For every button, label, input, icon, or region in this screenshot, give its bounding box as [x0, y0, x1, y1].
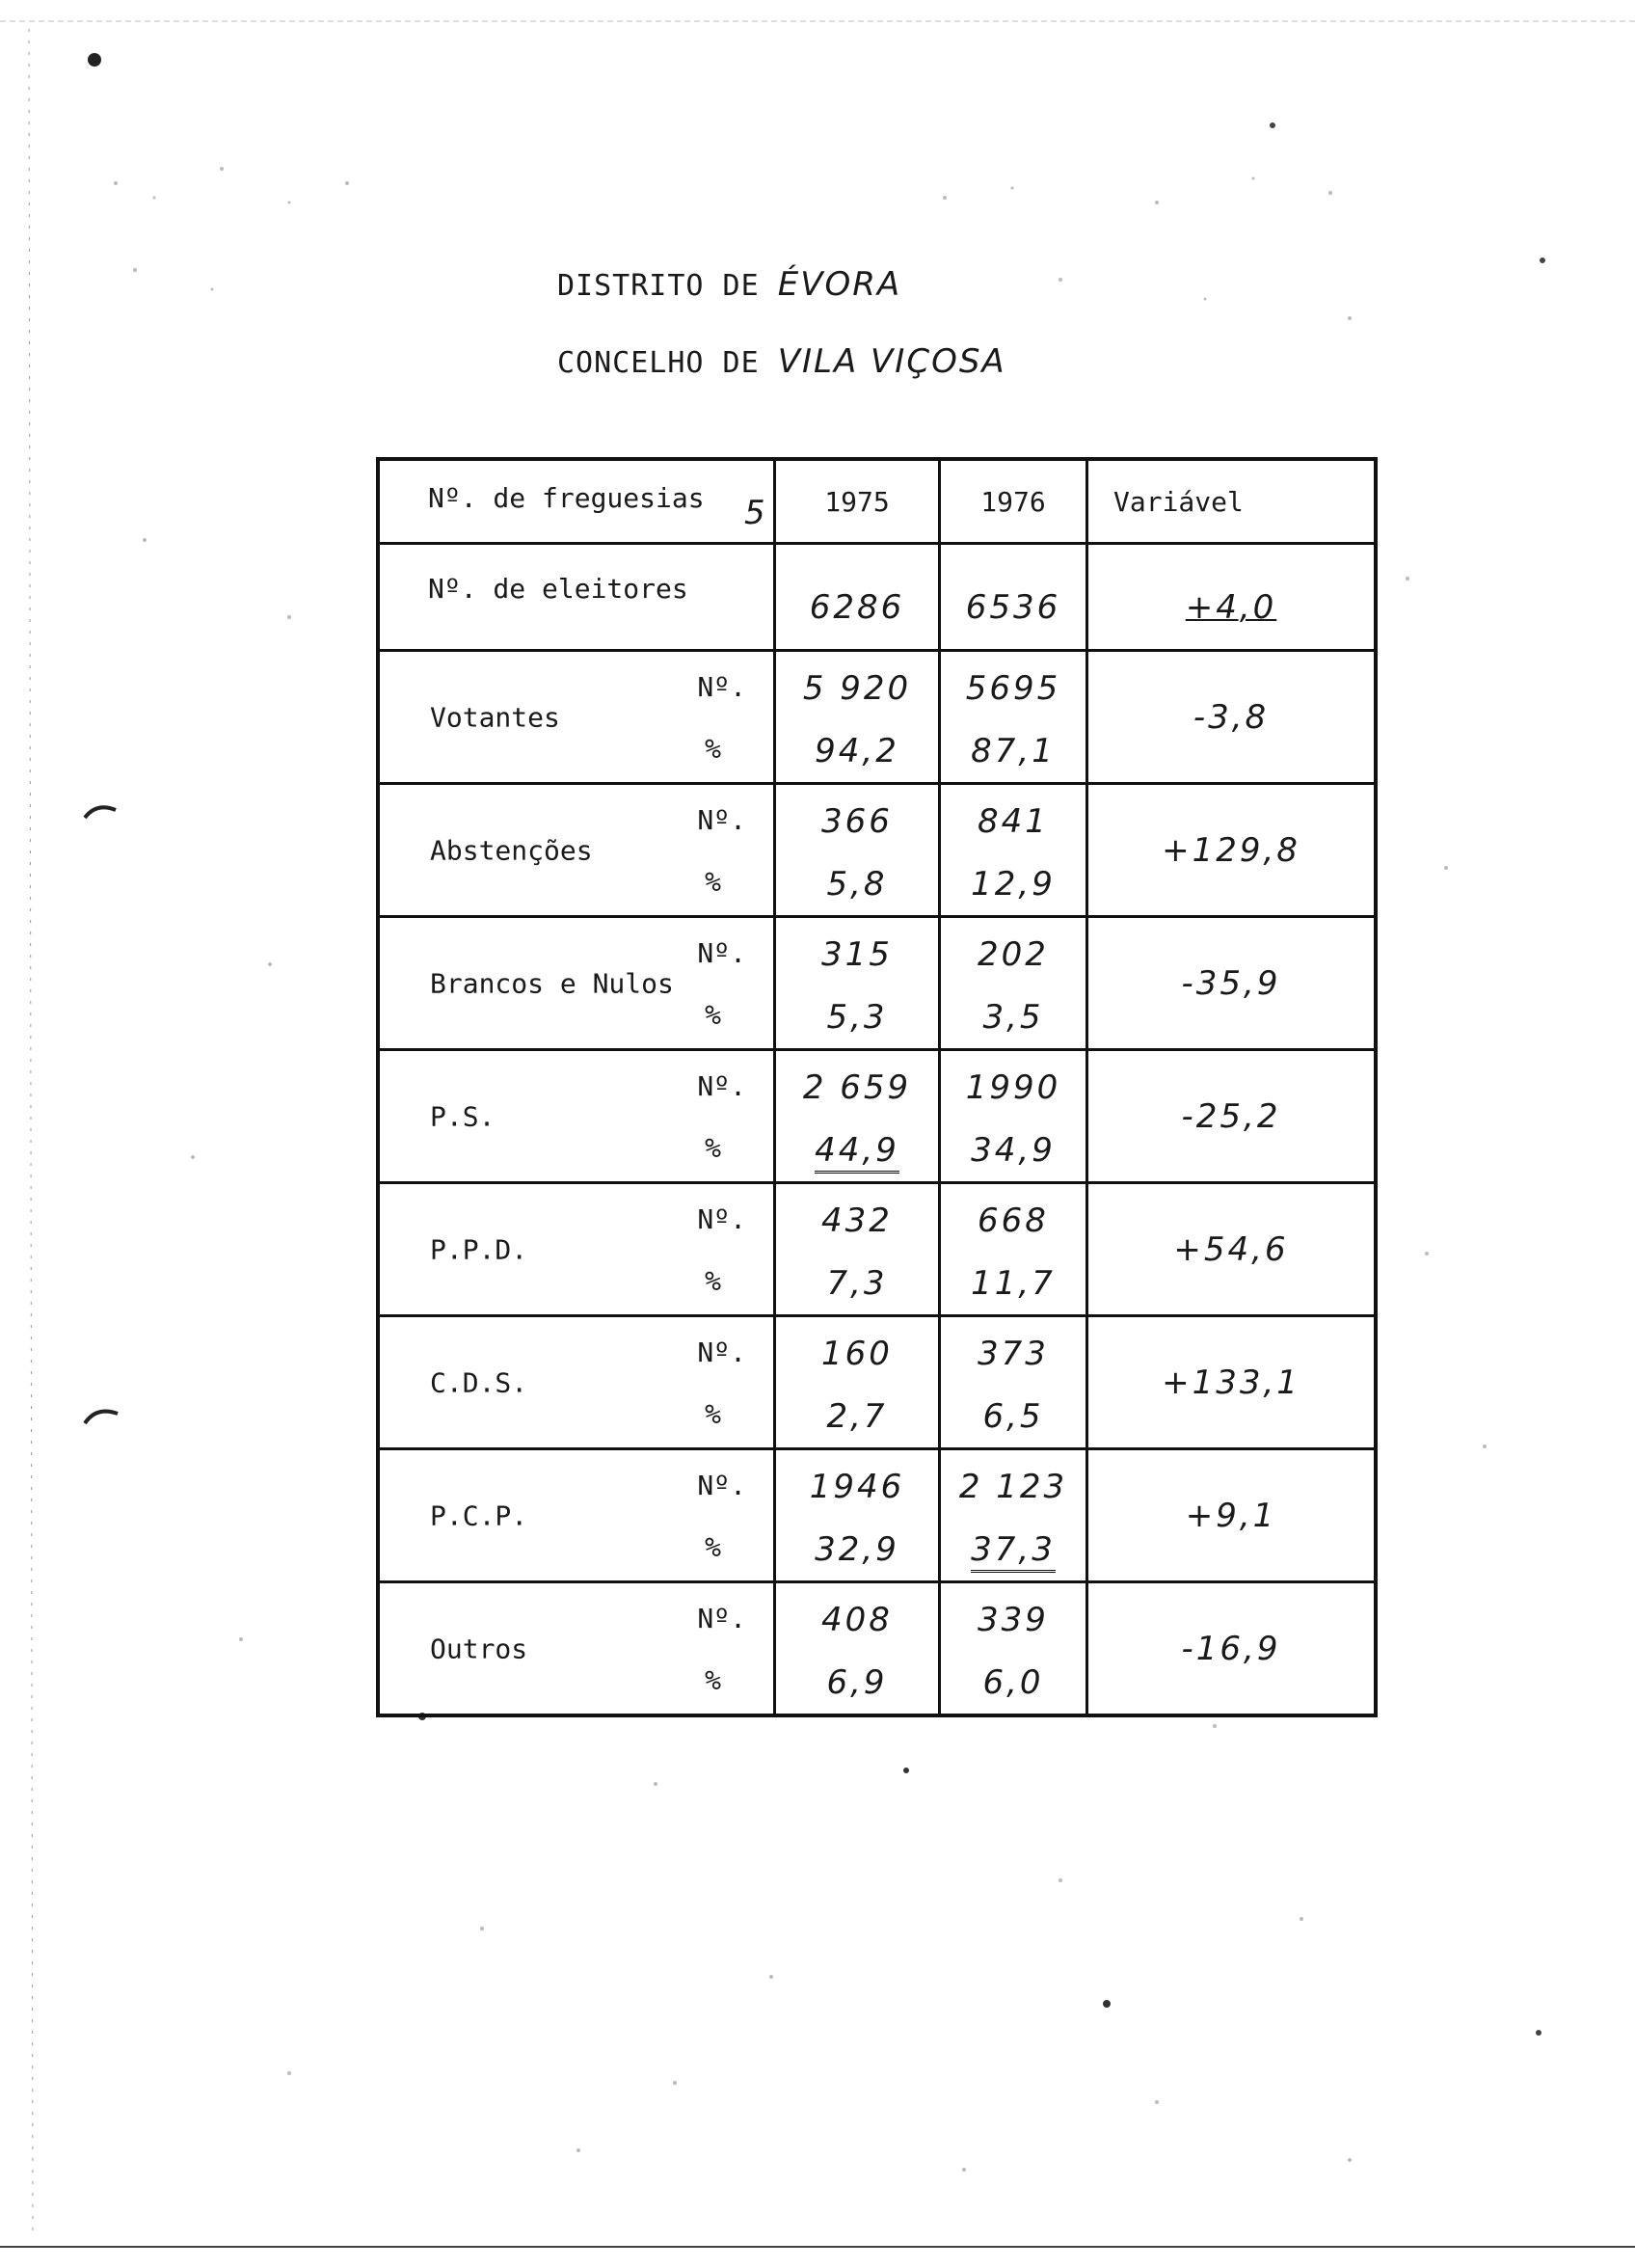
unit-number-label: Nº. [697, 1203, 746, 1235]
count-1976: 668 [978, 1202, 1049, 1240]
table-row [378, 651, 1376, 784]
unit-percent-label: % [705, 1132, 721, 1164]
unit-percent-label: % [705, 1398, 721, 1430]
year-1975-cell [775, 1582, 940, 1716]
voters-variation-cell [1087, 544, 1377, 651]
row-label-cell [378, 651, 775, 784]
variation-header: Variável [1087, 459, 1377, 544]
table-row [378, 784, 1376, 917]
county-heading [557, 342, 1006, 381]
count-1975: 315 [821, 935, 893, 974]
count-1976: 2 123 [958, 1468, 1068, 1506]
count-1975: 366 [821, 802, 893, 841]
unit-number-label: Nº. [697, 1336, 746, 1368]
table-row [378, 1582, 1376, 1716]
variation-value: +9,1 [1087, 1449, 1377, 1582]
variation-value: +54,6 [1087, 1183, 1377, 1316]
count-1975: 408 [821, 1601, 893, 1639]
year-1976-header: 1976 [940, 459, 1087, 544]
unit-percent-label: % [705, 866, 721, 898]
row-label-cell [378, 1050, 775, 1183]
variation-value: -3,8 [1087, 651, 1377, 784]
year-1976-cell [940, 1449, 1087, 1582]
variation-value: +133,1 [1087, 1316, 1377, 1449]
year-1975-cell [775, 1449, 940, 1582]
row-label: Abstenções [430, 834, 593, 866]
election-results-table [376, 457, 1378, 1717]
year-1976-cell [940, 1316, 1087, 1449]
year-1975-cell [775, 784, 940, 917]
percent-1975: 44,9 [815, 1131, 899, 1174]
table-header-row [378, 459, 1376, 544]
table-row [378, 917, 1376, 1050]
year-1976-cell [940, 1183, 1087, 1316]
percent-1975: 2,7 [826, 1397, 888, 1436]
count-1975: 160 [821, 1335, 893, 1373]
count-1975: 5 920 [802, 669, 912, 708]
table-row [378, 1449, 1376, 1582]
percent-1976: 37,3 [971, 1530, 1056, 1573]
percent-1976: 6,5 [982, 1397, 1044, 1436]
count-1976: 1990 [965, 1068, 1061, 1107]
year-1975-cell [775, 1183, 940, 1316]
voters-1976: 6536 [940, 544, 1087, 651]
count-1975: 1946 [809, 1468, 905, 1506]
year-1976-cell [940, 1582, 1087, 1716]
variation-value: +129,8 [1087, 784, 1377, 917]
percent-1976: 11,7 [971, 1264, 1056, 1303]
unit-number-label: Nº. [697, 671, 746, 703]
year-1975-cell [775, 1316, 940, 1449]
year-1975-cell [775, 651, 940, 784]
parishes-label: Nº. de freguesias [428, 482, 705, 514]
count-1976: 202 [978, 935, 1049, 974]
district-name: ÉVORA [777, 265, 902, 304]
variation-value: -16,9 [1087, 1582, 1377, 1716]
count-1976: 5695 [965, 669, 1061, 708]
year-1975-header: 1975 [775, 459, 940, 544]
row-label-cell [378, 784, 775, 917]
count-1976: 373 [978, 1335, 1049, 1373]
row-label: P.P.D. [430, 1233, 528, 1265]
unit-number-label: Nº. [697, 937, 746, 969]
count-1976: 841 [978, 802, 1049, 841]
table-row [378, 1183, 1376, 1316]
percent-1976: 6,0 [982, 1663, 1044, 1702]
row-label: P.C.P. [430, 1499, 528, 1531]
county-name: VILA VIÇOSA [777, 342, 1006, 381]
county-label: CONCELHO DE [557, 346, 760, 380]
unit-number-label: Nº. [697, 804, 746, 836]
year-1975-cell [775, 1050, 940, 1183]
unit-percent-label: % [705, 733, 721, 765]
row-label: C.D.S. [430, 1366, 528, 1398]
unit-number-label: Nº. [697, 1470, 746, 1501]
variation-value: -25,2 [1087, 1050, 1377, 1183]
unit-number-label: Nº. [697, 1603, 746, 1634]
unit-number-label: Nº. [697, 1070, 746, 1102]
count-1976: 339 [978, 1601, 1049, 1639]
row-label: Outros [430, 1633, 528, 1664]
row-label-cell [378, 1183, 775, 1316]
year-1976-cell [940, 917, 1087, 1050]
percent-1976: 3,5 [982, 998, 1044, 1037]
row-label: Brancos e Nulos [430, 967, 674, 999]
voters-label: Nº. de eleitores [428, 572, 688, 605]
voters-1975: 6286 [775, 544, 940, 651]
row-label-cell [378, 1582, 775, 1716]
parishes-cell [378, 459, 775, 544]
unit-percent-label: % [705, 999, 721, 1031]
unit-percent-label: % [705, 1664, 721, 1696]
district-heading [557, 265, 901, 304]
count-1975: 2 659 [802, 1068, 912, 1107]
parishes-count: 5 [744, 494, 765, 532]
percent-1976: 12,9 [971, 865, 1056, 904]
percent-1975: 6,9 [826, 1663, 888, 1702]
year-1976-cell [940, 784, 1087, 917]
percent-1975: 32,9 [815, 1530, 899, 1569]
year-1976-cell [940, 1050, 1087, 1183]
count-1975: 432 [821, 1202, 893, 1240]
percent-1975: 5,8 [826, 865, 888, 904]
percent-1976: 87,1 [971, 732, 1056, 770]
year-1975-cell [775, 917, 940, 1050]
unit-percent-label: % [705, 1265, 721, 1297]
row-label: P.S. [430, 1100, 496, 1132]
variation-value: -35,9 [1087, 917, 1377, 1050]
percent-1975: 5,3 [826, 998, 888, 1037]
row-label-cell [378, 1316, 775, 1449]
row-label: Votantes [430, 701, 560, 733]
unit-percent-label: % [705, 1531, 721, 1563]
voters-label-cell [378, 544, 775, 651]
table-row [378, 1316, 1376, 1449]
district-label: DISTRITO DE [557, 269, 760, 303]
percent-1975: 7,3 [826, 1264, 888, 1303]
row-label-cell [378, 1449, 775, 1582]
percent-1975: 94,2 [815, 732, 899, 770]
row-label-cell [378, 917, 775, 1050]
voters-variation: +4,0 [1185, 588, 1277, 627]
percent-1976: 34,9 [971, 1131, 1056, 1170]
year-1976-cell [940, 651, 1087, 784]
table-row [378, 1050, 1376, 1183]
table-row [378, 544, 1376, 651]
